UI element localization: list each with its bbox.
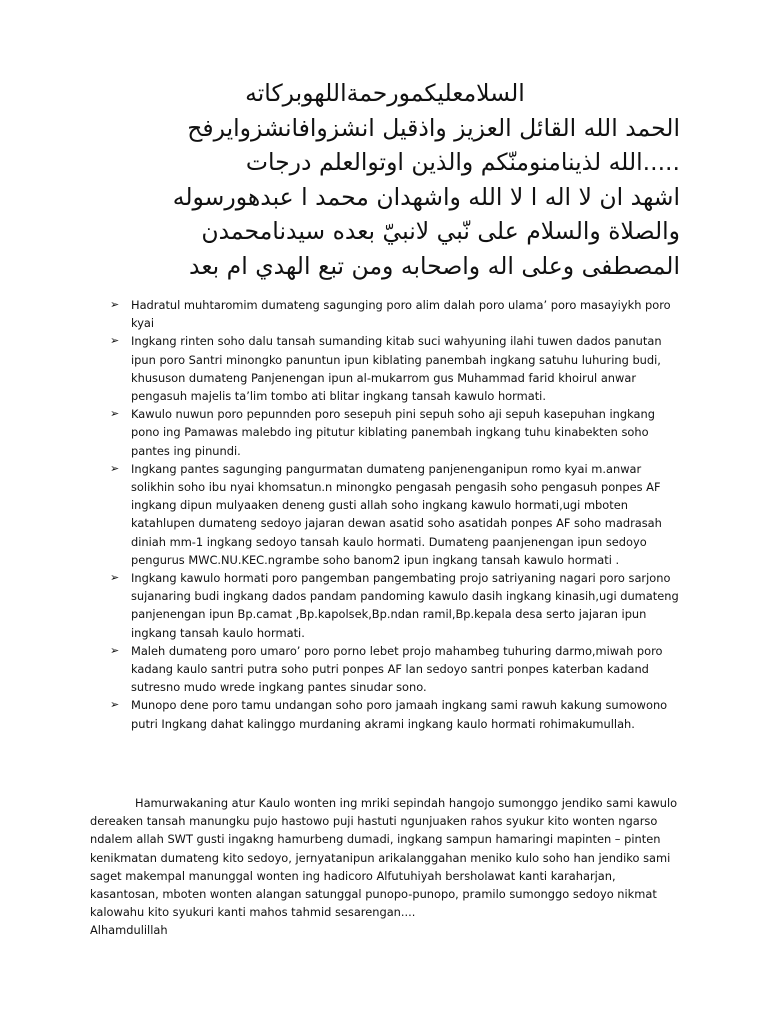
- list-item: [106, 696, 686, 732]
- arabic-line: والصلاة والسلام على نّبي لانبيّ بعده سيدنامحمدن: [201, 217, 680, 246]
- list-item-text: Munopo dene poro tamu undangan soho poro jamaah ingkang sami rawuh kakung sumowono putri Ingkang dahat kalinggo murdaning akrami ingkang kaulo hormati rohimakumullah.: [131, 698, 668, 731]
- body-paragraph: Hamurwakaning atur Kaulo wonten ing mriki sepindah hangojo sumonggo jendiko sami kawulo dereaken tansah manungku pujo hastowo puji hastuti ngunjuaken rahos syukur kito wonten ngarso ndalem allah SWT gusti ingakng hamurbeng dumadi, ingkang sampun hamaringi mapinten – pinten kenikmatan dumateng kito sedoyo, jernyatanipun arikalanggahan meniko kulo soho han jendiko sami saget makempal manunggal wonten ing hadicoro Alfutuhiyah bersholawat kanti karaharjan, kasantosan, mboten wonten alangan satunggal punopo-punopo, pramilo sumonggo sedoyo nikmat kalowahu kito syukuri kanti mahos tahmid sesarengan....: [90, 796, 678, 920]
- arabic-opening: [90, 76, 680, 284]
- list-item: [106, 642, 686, 697]
- arrowhead-bullet-icon: ➢: [110, 643, 120, 657]
- list-item-text: Ingkang pantes sagunging pangurmatan dumateng panjenenganipun romo kyai m.anwar solikhin soho ibu nyai khomsatun.n minongko pengasah pengasih soho pengasuh ponpes AF ingkang dipun mulyaaken deneng gusti allah soho ingkang kawulo hormati,ugi mboten katahlupen dumateng sedoyo jajaran dewan asatid soho asatidah ponpes AF soho madrasah diniah mm-1 ingkang sedoyo tansah kaulo hormati. Dumateng paanjenengan ipun sedoyo pengurus MWC.NU.KEC.ngrambe soho banom2 ipun ingkang tansah kawulo hormati .: [131, 461, 662, 567]
- list-item: [106, 460, 686, 569]
- arrowhead-bullet-icon: ➢: [110, 461, 120, 475]
- arrowhead-bullet-icon: ➢: [110, 571, 120, 585]
- arrowhead-bullet-icon: ➢: [110, 334, 120, 348]
- list-item: [106, 405, 686, 460]
- arrowhead-bullet-icon: ➢: [110, 698, 120, 712]
- arabic-line: اشهد ان لا اله ا لا الله واشهدان محمد ا عبدهورسوله: [172, 182, 680, 211]
- arrowhead-bullet-icon: ➢: [110, 298, 120, 311]
- arrowhead-bullet-icon: ➢: [110, 407, 120, 421]
- arabic-line: المصطفى وعلى اله واصحابه ومن تبع الهدي ام بعد: [189, 251, 680, 280]
- arabic-line: .....الله لذينامنومنّكم والذين اوتوالعلم درجات: [245, 148, 680, 177]
- arabic-salam-line: السلامعليكمورحمةاللهوبركاته: [245, 79, 525, 107]
- list-item-text: Ingkang rinten soho dalu tansah sumanding kitab suci wahyuning ilahi tuwen dados panutan ipun poro Santri minongko panuntun ipun kiblating panembah ingkang satuhu luhuring budi, khususon dumateng Panjenengan ipun al-mukarrom gus Muhammad farid khoirul anwar pengasuh majelis ta’lim tombo ati blitar ingkang tansah kawulo hormati.: [131, 334, 662, 404]
- list-item: [106, 569, 686, 642]
- list-item-text: Maleh dumateng poro umaro’ poro porno lebet projo mahambeg tuhuring darmo,miwah poro kadang kaulo santri putra soho putri ponpes AF lan sedoyo santri ponpes katerban kadand sutresno mudo wrede ingkang pantes sinudar sono.: [131, 643, 663, 695]
- list-item: [106, 296, 686, 332]
- list-item-text: Kawulo nuwun poro pepunnden poro sesepuh pini sepuh soho aji sepuh kasepuhan ingkang pono ing Pamawas malebdo ing pitutur kiblating panembah ingkang tuhu kinabekten soho pantes ing pinundi.: [131, 407, 655, 458]
- list-item-text: Ingkang kawulo hormati poro pangemban pangembating projo satriyaning nagari poro sarjono sujanaring budi ingkang dados pandam pandoming kawulo dasih ingkang kinasih,ugi dumateng panjenengan ipun Bp.camat ,Bp.kapolsek,Bp.ndan ramil,Bp.kepala desa serto jajaran ipun ingkang tansah kaulo hormati.: [131, 571, 679, 640]
- list-item-text: Hadratul muhtaromim dumateng sagunging poro alim dalah poro ulama’ poro masayiykh poro kyai: [131, 298, 671, 331]
- arabic-line: الحمد الله القائل العزيز واذقيل انشزوافانشزوايرفح: [187, 113, 680, 142]
- sign-off-text: Alhamdulillah: [90, 923, 168, 937]
- greeting-bullet-list: [106, 296, 686, 733]
- list-item: [106, 332, 686, 405]
